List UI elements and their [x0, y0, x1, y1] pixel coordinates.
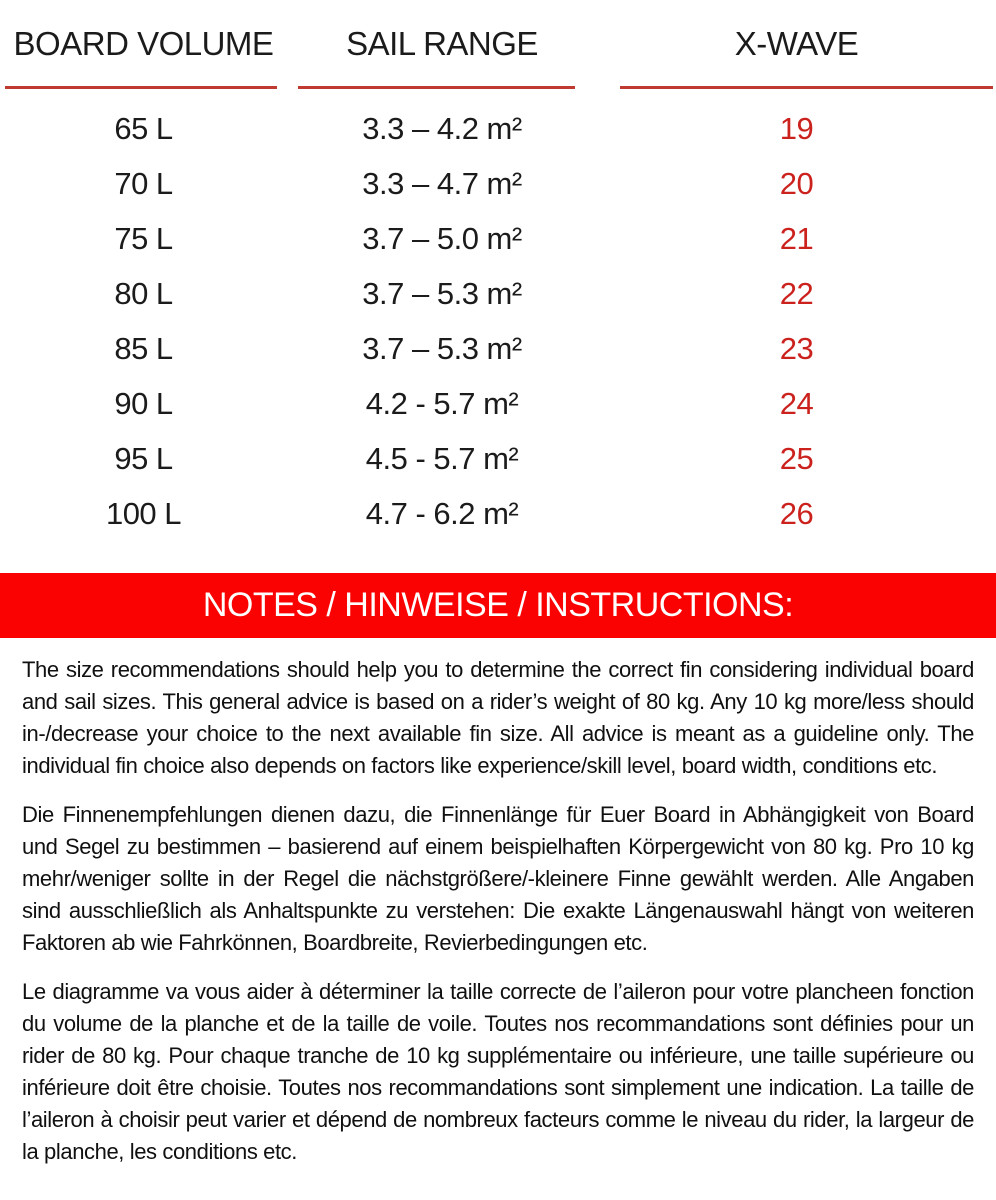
sail-range-cell: 3.7 – 5.3 m² [362, 275, 522, 311]
x-wave-cell: 26 [779, 495, 814, 531]
board-volume-cell: 85 L [114, 330, 173, 366]
table-row [0, 101, 996, 156]
board-volume-cell: 75 L [114, 220, 173, 256]
sail-range-cell: 3.7 – 5.3 m² [362, 330, 522, 366]
table-row [0, 431, 996, 486]
col-header-x-wave: X-WAVE [734, 25, 859, 62]
note-paragraph-german: Die Finnenempfehlungen dienen dazu, die Finnenlänge für Euer Board in Abhängigkeit von Board und Segel zu bestimmen – basierend auf einem beispielhaften Körpergewicht von 80 kg. Pro 10 kg mehr/weniger sollte in der Regel die nächstgrößere/-kleinere Finne gewählt werden. Alle Angaben sind ausschließlich als Anhaltspunkte zu verstehen: Die exakte Längenauswahl hängt von weiteren Faktoren ab wie Fahrkönnen, Boardbreite, Revierbedingungen etc. [22, 802, 974, 955]
table-row [0, 211, 996, 266]
table-row [0, 156, 996, 211]
x-wave-cell: 25 [779, 440, 814, 476]
fin-size-table [0, 0, 996, 541]
col-header-board-volume: BOARD VOLUME [13, 25, 274, 62]
sail-range-cell: 3.7 – 5.0 m² [362, 220, 522, 256]
header-underline-sail-range [298, 86, 575, 89]
x-wave-cell: 21 [779, 220, 814, 256]
table-row [0, 486, 996, 541]
sail-range-cell: 4.2 - 5.7 m² [365, 385, 519, 421]
x-wave-cell: 19 [779, 110, 814, 146]
table-row [0, 266, 996, 321]
x-wave-cell: 22 [779, 275, 814, 311]
note-paragraph-french: Le diagramme va vous aider à déterminer la taille correcte de l’aileron pour votre plancheen fonction du volume de la planche et de la taille de voile. Toutes nos recommandations sont définies pour un rider de 80 kg. Pour chaque tranche de 10 kg supplémentaire ou inférieure, une taille supérieure ou inférieure doit être choisie. Toutes nos recommandations sont simplement une indication. La taille de l’aileron à choisir peut varier et dépend de nombreux facteurs comme le niveau du rider, la largeur de la planche, les conditions etc. [22, 979, 974, 1164]
note-paragraph-english: The size recommendations should help you to determine the correct fin considering individual board and sail sizes. This general advice is based on a rider’s weight of 80 kg. Any 10 kg more/less should in-/decrease your choice to the next available fin size. All advice is meant as a guideline only. The individual fin choice also depends on factors like experience/skill level, board width, conditions etc. [22, 657, 974, 778]
header-underline-board-volume [5, 86, 277, 89]
notes-banner-title: NOTES / HINWEISE / INSTRUCTIONS: [202, 586, 794, 624]
board-volume-cell: 90 L [114, 385, 173, 421]
board-volume-cell: 100 L [105, 495, 182, 531]
table-body [0, 101, 996, 541]
sail-range-cell: 4.7 - 6.2 m² [365, 495, 519, 531]
header-underline-row [0, 86, 996, 89]
notes-section [0, 638, 996, 1168]
table-header-row [0, 0, 996, 64]
sail-range-cell: 3.3 – 4.7 m² [362, 165, 522, 201]
board-volume-cell: 70 L [114, 165, 173, 201]
notes-banner [0, 573, 996, 638]
board-volume-cell: 95 L [114, 440, 173, 476]
board-volume-cell: 65 L [114, 110, 173, 146]
x-wave-cell: 24 [779, 385, 814, 421]
col-header-sail-range: SAIL RANGE [346, 25, 538, 62]
x-wave-cell: 20 [779, 165, 814, 201]
sail-range-cell: 4.5 - 5.7 m² [365, 440, 519, 476]
table-row [0, 376, 996, 431]
x-wave-cell: 23 [779, 330, 814, 366]
header-underline-x-wave [620, 86, 993, 89]
board-volume-cell: 80 L [114, 275, 173, 311]
sail-range-cell: 3.3 – 4.2 m² [362, 110, 522, 146]
table-row [0, 321, 996, 376]
